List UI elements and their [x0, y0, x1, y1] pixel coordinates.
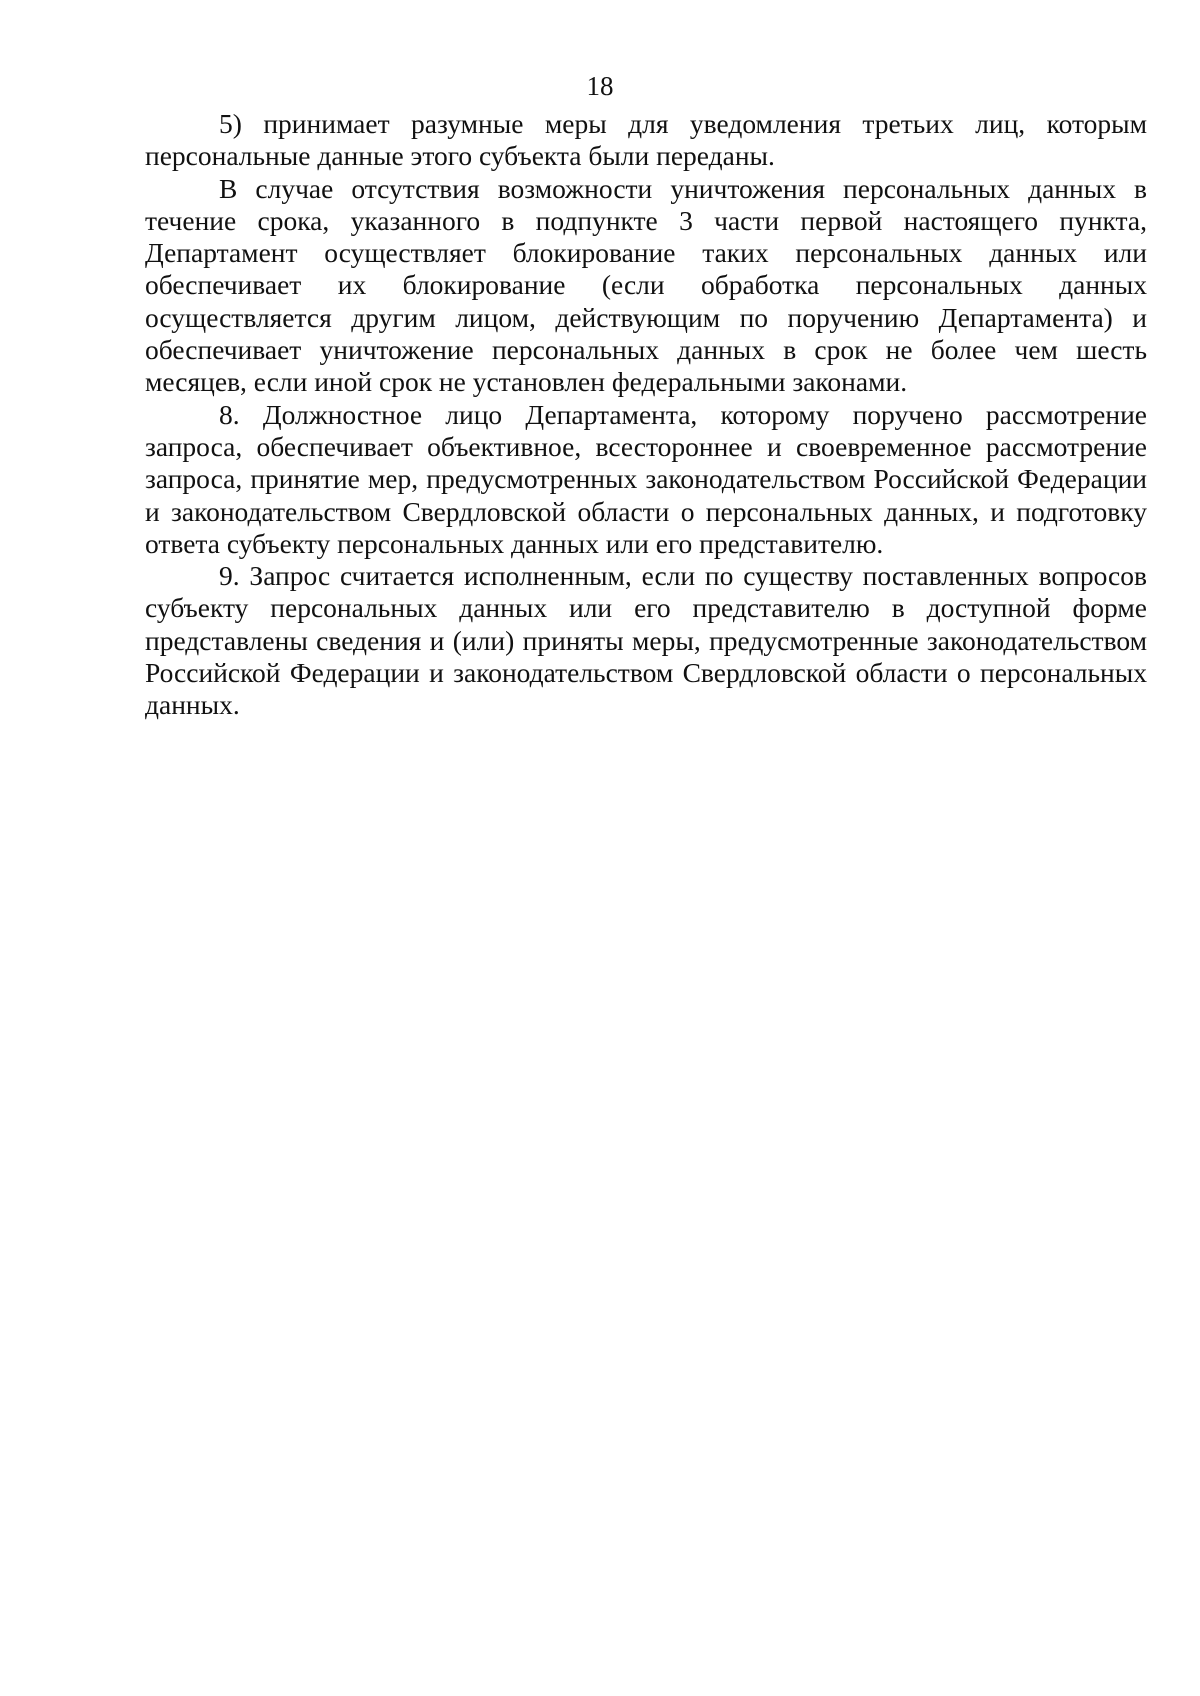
document-body — [145, 108, 1147, 722]
paragraph-section-9: 9. Запрос считается исполненным, если по существу поставленных вопросов субъекту персональных данных или его представителю в доступной форме представлены сведения и (или) приняты меры, предусмотренные законодательством Российской Федерации и законодательством Свердловской области о персональных данных. — [145, 560, 1147, 721]
page-number: 18 — [586, 71, 614, 101]
paragraph-blocking-clause: В случае отсутствия возможности уничтожения персональных данных в течение срока, указанного в подпункте 3 части первой настоящего пункта, Департамент осуществляет блокирование таких персональных данных или обеспечивает их блокирование (если обработка персональных данных осуществляется другим лицом, действующим по поручению Департамента) и обеспечивает уничтожение персональных данных в срок не более чем шесть месяцев, если иной срок не установлен федеральными законами. — [145, 172, 1147, 398]
paragraph-section-8: 8. Должностное лицо Департамента, которому поручено рассмотрение запроса, обеспечивает объективное, всестороннее и своевременное рассмотрение запроса, принятие мер, предусмотренных законодательством Российской Федерации и законодательством Свердловской области о персональных данных, и подготовку ответа субъекту персональных данных или его представителю. — [145, 398, 1147, 559]
paragraph-item-5: 5) принимает разумные меры для уведомления третьих лиц, которым персональные данные этого субъекта были переданы. — [145, 108, 1147, 172]
